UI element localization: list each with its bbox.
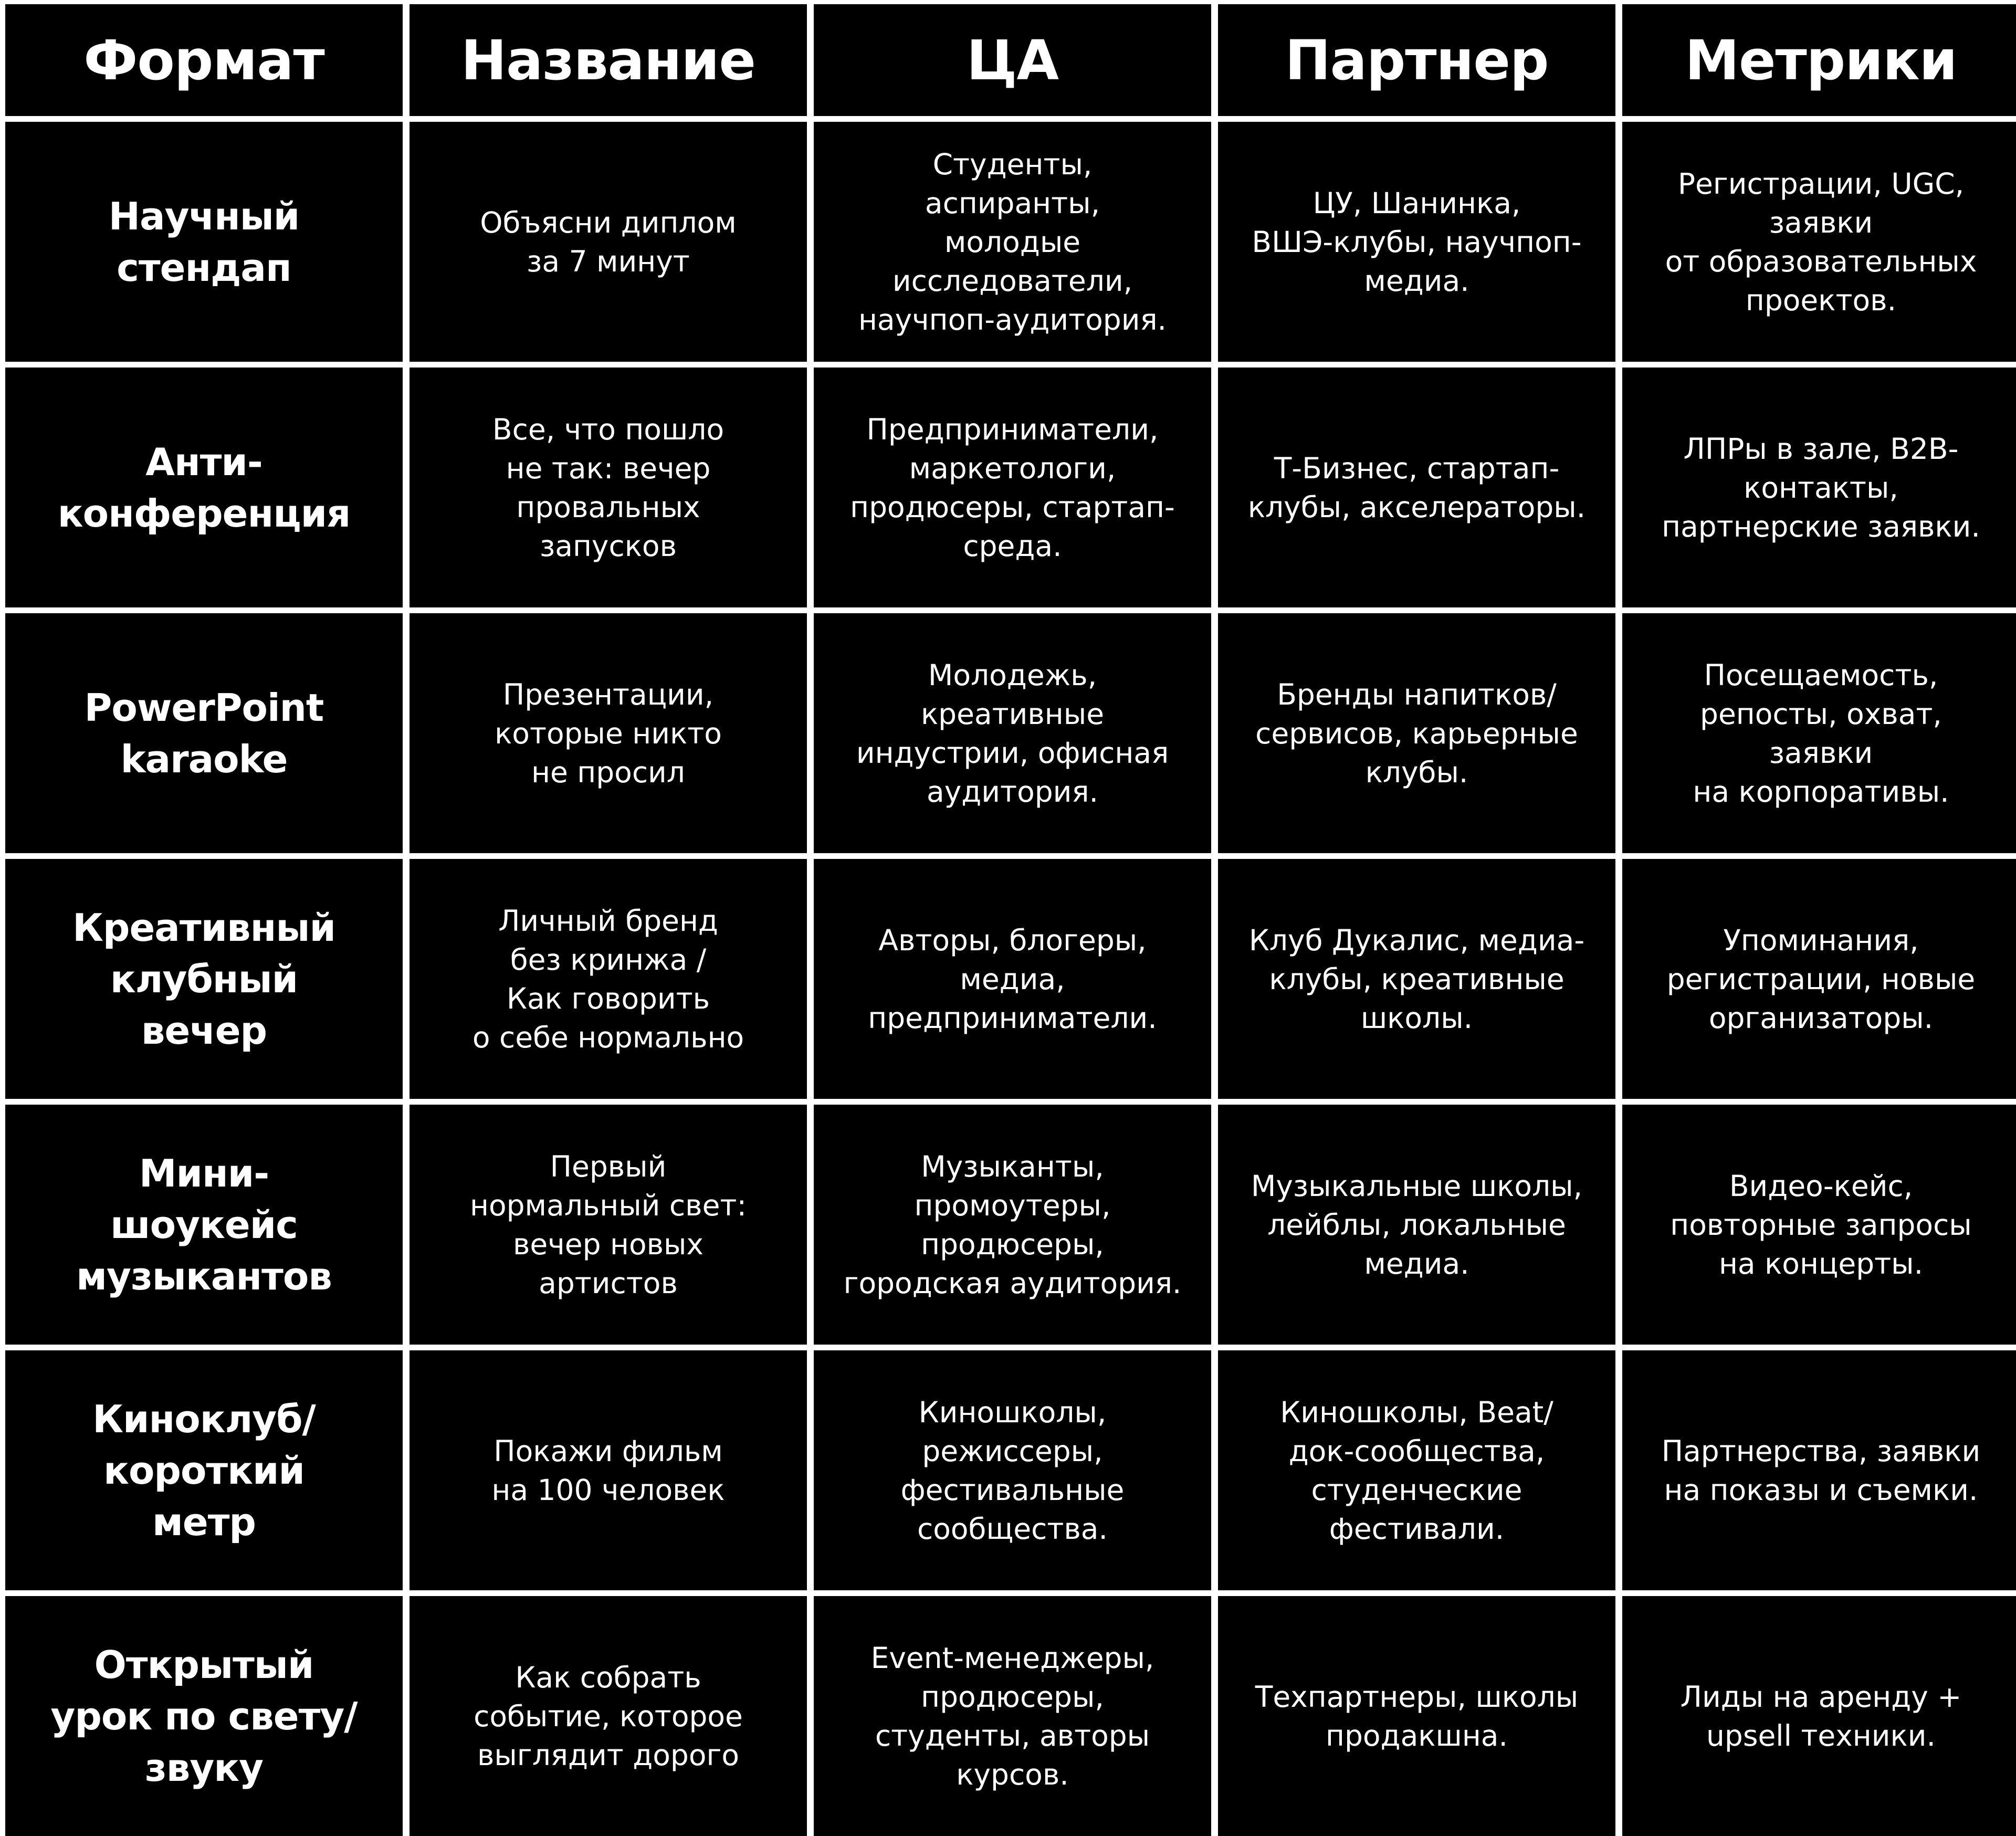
row-2-name: Все, что пошло не так: вечер провальных запусков [492, 412, 724, 563]
row-4-metrics-cell [1622, 859, 2016, 1099]
header-audience [814, 4, 1211, 116]
row-1-partner-cell [1218, 122, 1615, 362]
row-4-partner: Клуб Дукалис, медиа- клубы, креативные школы. [1248, 923, 1585, 1035]
header-partner [1218, 4, 1615, 116]
row-2-partner-cell [1218, 368, 1615, 607]
row-3-partner-cell [1218, 613, 1615, 853]
row-2-audience: Предприниматели, маркетологи, продюсеры, стартап- среда. [850, 412, 1175, 563]
row-3-audience-cell [814, 613, 1211, 853]
row-7-audience-cell [814, 1596, 1211, 1836]
row-3-format-cell [5, 613, 403, 853]
row-1-metrics: Регистрации, UGC, заявки от образовательных проектов. [1665, 166, 1977, 317]
row-1-name: Объясни диплом за 7 минут [480, 205, 737, 278]
row-5-partner: Музыкальные школы, лейблы, локальные медиа. [1251, 1169, 1583, 1281]
header-format [5, 4, 403, 116]
row-7-format-cell [5, 1596, 403, 1836]
row-7-partner: Техпартнеры, школы продакшна. [1255, 1680, 1579, 1753]
row-4-format: Креативный клубный вечер [72, 905, 335, 1053]
row-6-format: Киноклуб/ короткий метр [92, 1397, 316, 1544]
row-4-metrics: Упоминания, регистрации, новые организаторы. [1666, 923, 1976, 1035]
row-6-partner-cell [1218, 1350, 1615, 1590]
row-1-partner: ЦУ, Шанинка, ВШЭ-клубы, научпоп- медиа. [1252, 186, 1582, 298]
row-5-format: Мини- шоукейс музыкантов [76, 1151, 332, 1298]
row-5-format-cell [5, 1105, 403, 1345]
row-6-metrics: Партнерства, заявки на показы и съемки. [1661, 1434, 1981, 1507]
row-3-partner: Бренды напитков/ сервисов, карьерные клубы. [1255, 677, 1578, 789]
row-2-metrics: ЛПРы в зале, B2B- контакты, партнерские заявки. [1662, 432, 1980, 543]
row-7-partner-cell [1218, 1596, 1615, 1836]
row-4-audience: Авторы, блогеры, медиа, предприниматели. [868, 923, 1157, 1035]
row-3-name: Презентации, которые никто не просил [495, 677, 722, 789]
header-name-label: Название [461, 28, 755, 92]
row-4-name: Личный бренд без кринжа / Как говорить о себе нормально [472, 904, 744, 1054]
row-5-name: Первый нормальный свет: вечер новых артистов [470, 1149, 747, 1300]
row-7-format: Открытый урок по свету/ звуку [50, 1642, 358, 1790]
row-3-metrics: Посещаемость, репосты, охват, заявки на корпоративы. [1693, 658, 1949, 809]
header-metrics-label: Метрики [1685, 28, 1957, 92]
row-3-name-cell [410, 613, 807, 853]
row-7-metrics-cell [1622, 1596, 2016, 1836]
row-1-format: Научный стендап [108, 194, 300, 290]
header-partner-label: Партнер [1285, 28, 1549, 92]
row-7-audience: Event-менеджеры, продюсеры, студенты, авторы курсов. [870, 1641, 1154, 1791]
row-2-format: Анти- конференция [57, 439, 351, 536]
row-5-metrics-cell [1622, 1105, 2016, 1345]
row-6-name-cell [410, 1350, 807, 1590]
row-2-name-cell [410, 368, 807, 607]
row-2-format-cell [5, 368, 403, 607]
header-format-label: Формат [83, 28, 324, 92]
row-4-partner-cell [1218, 859, 1615, 1099]
row-1-audience: Студенты, аспиранты, молодые исследователи, научпоп-аудитория. [858, 147, 1167, 337]
row-3-audience: Молодежь, креативные индустрии, офисная аудитория. [856, 658, 1169, 809]
row-5-metrics: Видео-кейс, повторные запросы на концерты. [1670, 1169, 1972, 1281]
row-7-metrics: Лиды на аренду + upsell техники. [1680, 1680, 1962, 1753]
row-3-metrics-cell [1622, 613, 2016, 853]
row-6-metrics-cell [1622, 1350, 2016, 1590]
row-4-name-cell [410, 859, 807, 1099]
row-6-audience-cell [814, 1350, 1211, 1590]
row-7-name: Как собрать событие, которое выглядит дорого [474, 1660, 743, 1772]
row-4-format-cell [5, 859, 403, 1099]
row-6-name: Покажи фильм на 100 человек [491, 1434, 725, 1507]
row-1-metrics-cell [1622, 122, 2016, 362]
row-1-format-cell [5, 122, 403, 362]
row-6-audience: Киношколы, режиссеры, фестивальные сообщества. [900, 1395, 1125, 1546]
row-1-name-cell [410, 122, 807, 362]
row-2-partner: Т-Бизнес, стартап- клубы, акселераторы. [1247, 451, 1586, 524]
header-audience-label: ЦА [967, 28, 1058, 92]
row-6-format-cell [5, 1350, 403, 1590]
row-1-audience-cell [814, 122, 1211, 362]
header-name [410, 4, 807, 116]
row-2-audience-cell [814, 368, 1211, 607]
row-2-metrics-cell [1622, 368, 2016, 607]
header-metrics [1622, 4, 2016, 116]
row-5-partner-cell [1218, 1105, 1615, 1345]
row-4-audience-cell [814, 859, 1211, 1099]
row-7-name-cell [410, 1596, 807, 1836]
row-5-audience: Музыканты, промоутеры, продюсеры, городская аудитория. [843, 1149, 1182, 1300]
row-6-partner: Киношколы, Beat/ док-сообщества, студенческие фестивали. [1280, 1395, 1553, 1546]
row-5-name-cell [410, 1105, 807, 1345]
row-3-format: PowerPoint karaoke [84, 685, 324, 781]
row-5-audience-cell [814, 1105, 1211, 1345]
